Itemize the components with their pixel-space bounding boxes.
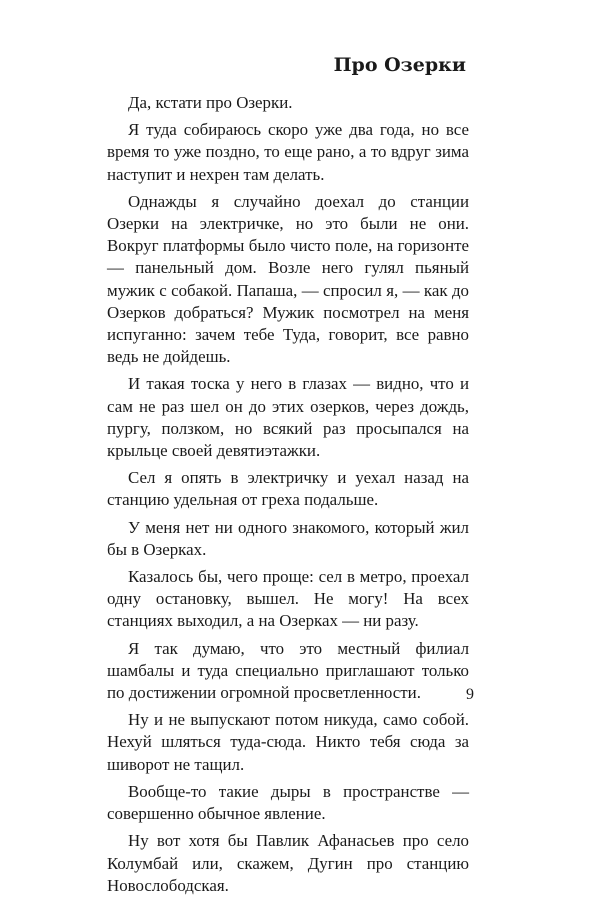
paragraph: Я туда собираюсь скоро уже два года, но все время то уже поздно, то еще рано, а то вдруг зима наступит и нехрен там делать.	[107, 120, 469, 184]
paragraph: Да, кстати про Озерки.	[128, 93, 293, 112]
page-number: 9	[466, 686, 474, 703]
paragraph: Я так думаю, что это местный филиал шамбалы и туда специально приглашают только по достижении огромной просветленности.	[107, 638, 469, 703]
body-text	[107, 92, 469, 902]
paragraph: Однажды я случайно доехал до станции Озерки на электричке, но это были не они. Вокруг платформы было чисто поле, на горизонте — панельный дом. Возле него гулял пьяный мужик с собакой. Папаша, — спросил я, — как до Озерков добраться? Мужик посмотрел на меня испуганно: зачем тебе Туда, говорит, все равно ведь не дойдешь.	[107, 191, 469, 367]
paragraph: Казалось бы, чего проще: сел в метро, проехал одну остановку, вышел. Не могу! На всех станциях выходил, а на Озерках — ни разу.	[107, 567, 469, 631]
paragraph: Ну вот хотя бы Павлик Афанасьев про село Колумбай или, скажем, Дугин про станцию Новослободская.	[107, 831, 469, 895]
paragraph: Вообще-то такие дыры в пространстве — совершенно обычное явление.	[107, 781, 469, 824]
paragraph: Ну и не выпускают потом никуда, само собой. Нехуй шляться туда-сюда. Никто тебя сюда за шиворот не тащил.	[107, 710, 469, 774]
chapter-title: Про Озерки	[333, 54, 466, 76]
paragraph: И такая тоска у него в глазах — видно, что и сам не раз шел он до этих озерков, через дождь, пургу, ползком, но всякий раз просыпался на крыльце своей девятиэтажки.	[107, 374, 469, 461]
paragraph: Сел я опять в электричку и уехал назад на станцию удельная от греха подальше.	[107, 468, 469, 510]
paragraph: У меня нет ни одного знакомого, который жил бы в Озерках.	[107, 517, 469, 559]
